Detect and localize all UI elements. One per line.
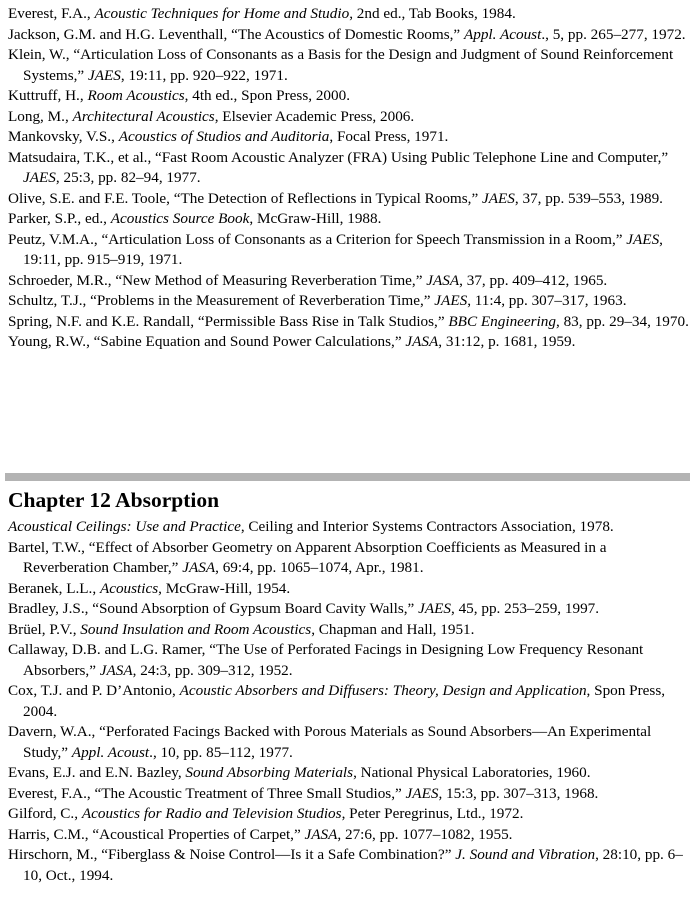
reference-entry (8, 640, 690, 681)
reference-italic-title: Appl. Acoust (71, 743, 150, 761)
reference-entry (8, 312, 690, 333)
reference-entry (8, 620, 690, 641)
reference-entry (8, 127, 690, 148)
reference-text: Olive, S.E. and F.E. Toole, “The Detection of Reflections in Typical Rooms,” (8, 189, 482, 207)
reference-text: , McGraw-Hill, 1954. (158, 579, 291, 597)
reference-text: Kuttruff, H., (8, 87, 88, 104)
reference-text: Callaway, D.B. and L.G. Ramer, “The Use of Perforated Facings in Designing Low Frequency Resonant Absorbers,” (8, 641, 644, 679)
reference-text: , 15:3, pp. 307–313, 1968. (438, 784, 599, 802)
reference-italic-title: JAES (23, 169, 56, 186)
reference-italic-title: JAES (481, 189, 515, 207)
reference-text: ., 10, pp. 85–112, 1977. (149, 743, 293, 761)
chapter-heading: Chapter 12 Absorption (8, 488, 220, 512)
reference-text: Bartel, T.W., “Effect of Absorber Geometry on Apparent Absorption Coefficients as Measured in a Reverberation Chamber,” (8, 538, 607, 576)
reference-text: ., 5, pp. 265–277, 1972. (541, 25, 686, 43)
reference-entry (8, 722, 690, 763)
reference-text: Hirschorn, M., “Fiberglass & Noise Control—Is it a Safe Combination?” (8, 846, 456, 863)
reference-italic-title: Sound Insulation and Room Acoustics (80, 620, 312, 638)
reference-text: Parker, S.P., ed., (8, 210, 111, 227)
reference-text: , Ceiling and Interior Systems Contractors Association, 1978. (240, 518, 614, 535)
reference-entry (8, 825, 690, 846)
reference-text: , Spon Press, 2004. (23, 682, 666, 720)
reference-italic-title: Acoustics for Radio and Television Studios (81, 805, 342, 822)
reference-entry (8, 784, 690, 805)
reference-italic-title: JAES (418, 600, 451, 617)
reference-text: , 11:4, pp. 307–317, 1963. (467, 292, 627, 309)
reference-italic-title: JASA (182, 559, 216, 576)
reference-list-previous-chapter (8, 4, 690, 353)
reference-italic-title: BBC Engineering (448, 312, 556, 330)
reference-italic-title: Room Acoustics (87, 87, 185, 104)
reference-italic-title: JAES (405, 784, 439, 802)
reference-text: , 31:12, p. 1681, 1959. (438, 333, 576, 350)
reference-entry (8, 804, 690, 825)
reference-italic-title: Sound Absorbing Materials (185, 764, 354, 781)
reference-text: , 37, pp. 539–553, 1989. (514, 189, 663, 207)
reference-text: Jackson, G.M. and H.G. Leventhall, “The Acoustics of Domestic Rooms,” (8, 25, 464, 43)
reference-text: , 2nd ed., Tab Books, 1984. (349, 5, 516, 22)
reference-text: Everest, F.A., “The Acoustic Treatment of Three Small Studios,” (8, 784, 406, 802)
reference-italic-title: Architectural Acoustics (72, 107, 215, 125)
reference-italic-title: Acoustical Ceilings: Use and Practice (8, 518, 241, 535)
reference-text: , Chapman and Hall, 1951. (311, 620, 475, 638)
reference-italic-title: JAES (87, 66, 121, 84)
reference-text: Mankovsky, V.S., (8, 128, 119, 145)
reference-italic-title: JAES (434, 292, 468, 309)
reference-text: , 45, pp. 253–259, 1997. (450, 600, 600, 617)
reference-text: Bradley, J.S., “Sound Absorption of Gypsum Board Cavity Walls,” (8, 600, 419, 617)
reference-italic-title: Acoustics of Studios and Auditoria (118, 128, 330, 145)
reference-text: Evans, E.J. and E.N. Bazley, (8, 764, 186, 781)
reference-italic-title: JASA (426, 271, 460, 289)
reference-italic-title: Acoustic Techniques for Home and Studio (94, 5, 350, 22)
reference-italic-title: JASA (99, 661, 133, 679)
reference-text: Harris, C.M., “Acoustical Properties of Carpet,” (8, 825, 305, 843)
reference-text: , National Physical Laboratories, 1960. (353, 764, 591, 781)
reference-text: , Elsevier Academic Press, 2006. (214, 107, 415, 125)
reference-entry (8, 271, 690, 292)
reference-entry (8, 332, 690, 353)
reference-text: , 24:3, pp. 309–312, 1952. (132, 661, 293, 679)
reference-text: Long, M., (8, 107, 73, 125)
reference-entry (8, 45, 690, 86)
reference-list-chapter-12 (8, 517, 690, 886)
reference-entry (8, 86, 690, 107)
reference-text: Davern, W.A., “Perforated Facings Backed with Porous Materials as Sound Absorbers—An Experimental Study,” (8, 723, 652, 761)
reference-text: Spring, N.F. and K.E. Randall, “Permissible Bass Rise in Talk Studios,” (8, 312, 449, 330)
reference-italic-title: JAES (626, 230, 660, 248)
reference-text: Klein, W., “Articulation Loss of Consonants as a Basis for the Design and Judgment of Sound Reinforcement Systems,” (8, 46, 674, 84)
reference-entry (8, 681, 690, 722)
reference-italic-title: JASA (304, 825, 338, 843)
reference-text: , 69:4, pp. 1065–1074, Apr., 1981. (215, 559, 424, 576)
reference-text: Peutz, V.M.A., “Articulation Loss of Consonants as a Criterion for Speech Transmission in a Room,” (8, 230, 627, 248)
reference-text: , 19:11, pp. 915–919, 1971. (23, 230, 663, 268)
reference-text: , 4th ed., Spon Press, 2000. (184, 87, 351, 104)
section-divider (5, 473, 690, 481)
reference-text: , 28:10, pp. 6–10, Oct., 1994. (23, 846, 683, 884)
reference-entry (8, 25, 690, 46)
reference-text: , Peter Peregrinus, Ltd., 1972. (341, 805, 524, 822)
reference-entry (8, 230, 690, 271)
reference-italic-title: Acoustics Source Book (110, 210, 250, 227)
reference-entry (8, 538, 690, 579)
reference-entry (8, 599, 690, 620)
reference-entry (8, 189, 690, 210)
reference-text: Gilford, C., (8, 805, 82, 822)
reference-text: , 37, pp. 409–412, 1965. (459, 271, 608, 289)
reference-entry (8, 4, 690, 25)
reference-text: , Focal Press, 1971. (329, 128, 449, 145)
reference-entry (8, 517, 690, 538)
reference-entry (8, 148, 690, 189)
reference-entry (8, 763, 690, 784)
reference-italic-title: Acoustic Absorbers and Diffusers: Theory, Design and Application (179, 682, 587, 699)
reference-entry (8, 209, 690, 230)
reference-text: , McGraw-Hill, 1988. (249, 210, 382, 227)
reference-text: Young, R.W., “Sabine Equation and Sound Power Calculations,” (8, 333, 406, 350)
reference-entry (8, 291, 690, 312)
reference-text: , 25:3, pp. 82–94, 1977. (55, 169, 201, 186)
reference-entry (8, 107, 690, 128)
reference-text: , 19:11, pp. 920–922, 1971. (120, 66, 288, 84)
reference-text: , 27:6, pp. 1077–1082, 1955. (337, 825, 513, 843)
reference-text: Brüel, P.V., (8, 620, 81, 638)
reference-text: , 83, pp. 29–34, 1970. (555, 312, 689, 330)
reference-text: Schroeder, M.R., “New Method of Measuring Reverberation Time,” (8, 271, 427, 289)
reference-entry (8, 845, 690, 886)
reference-text: Matsudaira, T.K., et al., “Fast Room Acoustic Analyzer (FRA) Using Public Telephone Line and Computer,” (8, 148, 669, 166)
reference-italic-title: JASA (405, 333, 439, 350)
reference-italic-title: Acoustics (99, 579, 159, 597)
reference-text: Beranek, L.L., (8, 579, 100, 597)
reference-text: Cox, T.J. and P. D’Antonio, (8, 682, 180, 699)
reference-entry (8, 579, 690, 600)
reference-text: Schultz, T.J., “Problems in the Measurement of Reverberation Time,” (8, 292, 435, 309)
reference-italic-title: Appl. Acoust (463, 25, 542, 43)
reference-text: Everest, F.A., (8, 5, 95, 22)
reference-italic-title: J. Sound and Vibration (455, 846, 596, 863)
